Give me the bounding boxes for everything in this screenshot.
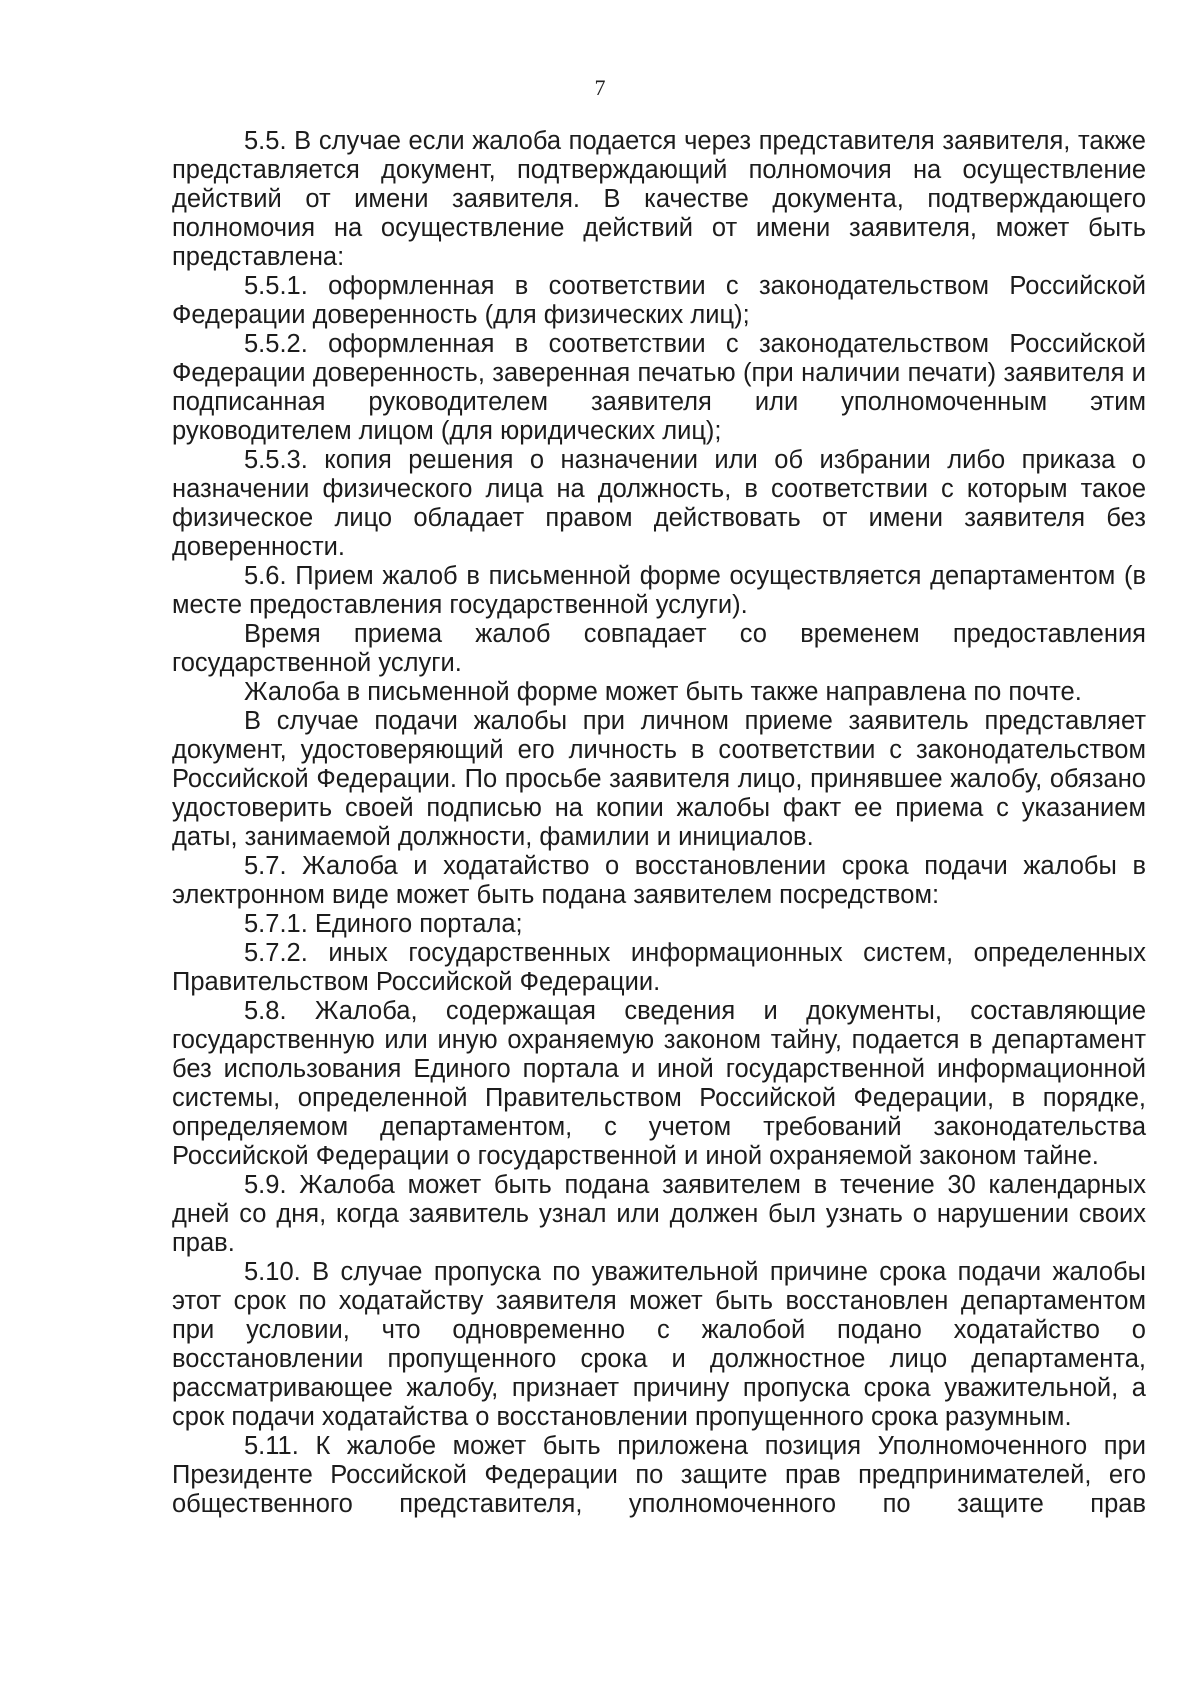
paragraph-5-6: 5.6. Прием жалоб в письменной форме осуществляется департаментом (в месте предоставления государственной услуги). xyxy=(172,562,1146,619)
document-body xyxy=(172,127,1146,1519)
paragraph-personal-reception: В случае подачи жалобы при личном приеме заявитель представляет документ, удостоверяющий его личность в соответствии с законодательством Российской Федерации. По просьбе заявителя лицо, принявшее жалобу, обязано удостоверить своей подписью на копии жалобы факт ее приема с указанием даты, занимаемой должности, фамилии и инициалов. xyxy=(172,707,1146,851)
paragraph-5-5-3: 5.5.3. копия решения о назначении или об избрании либо приказа о назначении физического лица на должность, в соответствии с которым такое физическое лицо обладает правом действовать от имени заявителя без доверенности. xyxy=(172,446,1146,561)
paragraph-5-7: 5.7. Жалоба и ходатайство о восстановлении срока подачи жалобы в электронном виде может быть подана заявителем посредством: xyxy=(172,852,1146,909)
paragraph-5-11: 5.11. К жалобе может быть приложена позиция Уполномоченного при Президенте Российской Федерации по защите прав предпринимателей, его общественного представителя, уполномоченного по защите прав xyxy=(172,1432,1146,1518)
paragraph-5-5-1: 5.5.1. оформленная в соответствии с законодательством Российской Федерации доверенность (для физических лиц); xyxy=(172,272,1146,329)
paragraph-mail: Жалоба в письменной форме может быть также направлена по почте. xyxy=(244,678,1082,706)
page-number: 7 xyxy=(594,75,606,100)
paragraph-5-7-2: 5.7.2. иных государственных информационных систем, определенных Правительством Российской Федерации. xyxy=(172,939,1146,996)
paragraph-reception-time: Время приема жалоб совпадает со временем предоставления государственной услуги. xyxy=(172,620,1146,677)
paragraph-5-5: 5.5. В случае если жалоба подается через представителя заявителя, также представляется документ, подтверждающий полномочия на осуществление действий от имени заявителя. В качестве документа, подтверждающего полномочия на осуществление действий от имени заявителя, может быть представлена: xyxy=(172,127,1146,271)
paragraph-5-8: 5.8. Жалоба, содержащая сведения и документы, составляющие государственную или иную охраняемую законом тайну, подается в департамент без использования Единого портала и иной государственной информационной системы, определенной Правительством Российской Федерации, в порядке, определяемом департаментом, с учетом требований законодательства Российской Федерации о государственной и иной охраняемой законом тайне. xyxy=(172,997,1146,1170)
paragraph-5-7-1: 5.7.1. Единого портала; xyxy=(244,910,523,938)
paragraph-5-10: 5.10. В случае пропуска по уважительной причине срока подачи жалобы этот срок по ходатайству заявителя может быть восстановлен департаментом при условии, что одновременно с жалобой подано ходатайство о восстановлении пропущенного срока и должностное лицо департамента, рассматривающее жалобу, признает причину пропуска срока уважительной, а срок подачи ходатайства о восстановлении пропущенного срока разумным. xyxy=(172,1258,1146,1431)
paragraph-5-9: 5.9. Жалоба может быть подана заявителем в течение 30 календарных дней со дня, когда заявитель узнал или должен был узнать о нарушении своих прав. xyxy=(172,1171,1146,1257)
paragraph-5-5-2: 5.5.2. оформленная в соответствии с законодательством Российской Федерации доверенность, заверенная печатью (при наличии печати) заявителя и подписанная руководителем заявителя или уполномоченным этим руководителем лицом (для юридических лиц); xyxy=(172,330,1146,445)
